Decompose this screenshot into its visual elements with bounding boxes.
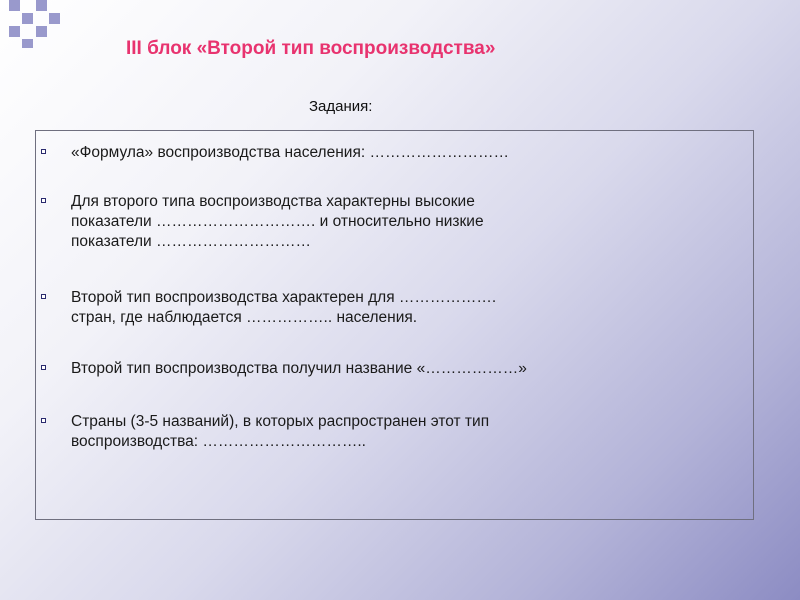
bullet-icon [41, 365, 46, 370]
task-3-line-1: Второй тип воспроизводства характерен для ………………. [71, 289, 497, 306]
bullet-icon [41, 198, 46, 203]
task-text-4 [71, 359, 716, 379]
task-2-line-1: Для второго типа воспроизводства характерны высокие [71, 193, 475, 210]
task-5-line-1: Страны (3-5 названий), в которых распространен этот тип [71, 413, 490, 430]
task-2-line-3: показатели ………………………… [71, 233, 312, 250]
task-text-2 [71, 192, 716, 252]
bullet-icon [41, 294, 46, 299]
bullet-icon [41, 149, 46, 154]
task-1-line-1: «Формула» воспроизводства населения: ……………………… [71, 144, 509, 161]
task-text-3 [71, 288, 716, 328]
tasks-box [35, 130, 754, 520]
bullet-icon [41, 418, 46, 423]
tasks-heading: Задания: [309, 98, 373, 115]
task-3-line-2: стран, где наблюдается …………….. населения. [71, 309, 418, 326]
task-text-1 [71, 143, 716, 163]
task-5-line-2: воспроизводства: ………………………….. [71, 433, 366, 450]
task-2-line-2: показатели …………………………. и относительно низкие [71, 213, 484, 230]
task-text-5 [71, 412, 716, 452]
task-4-line-1: Второй тип воспроизводства получил название «………………» [71, 360, 527, 377]
slide-title: III блок «Второй тип воспроизводства» [126, 38, 496, 59]
corner-decoration-icon [0, 0, 70, 48]
